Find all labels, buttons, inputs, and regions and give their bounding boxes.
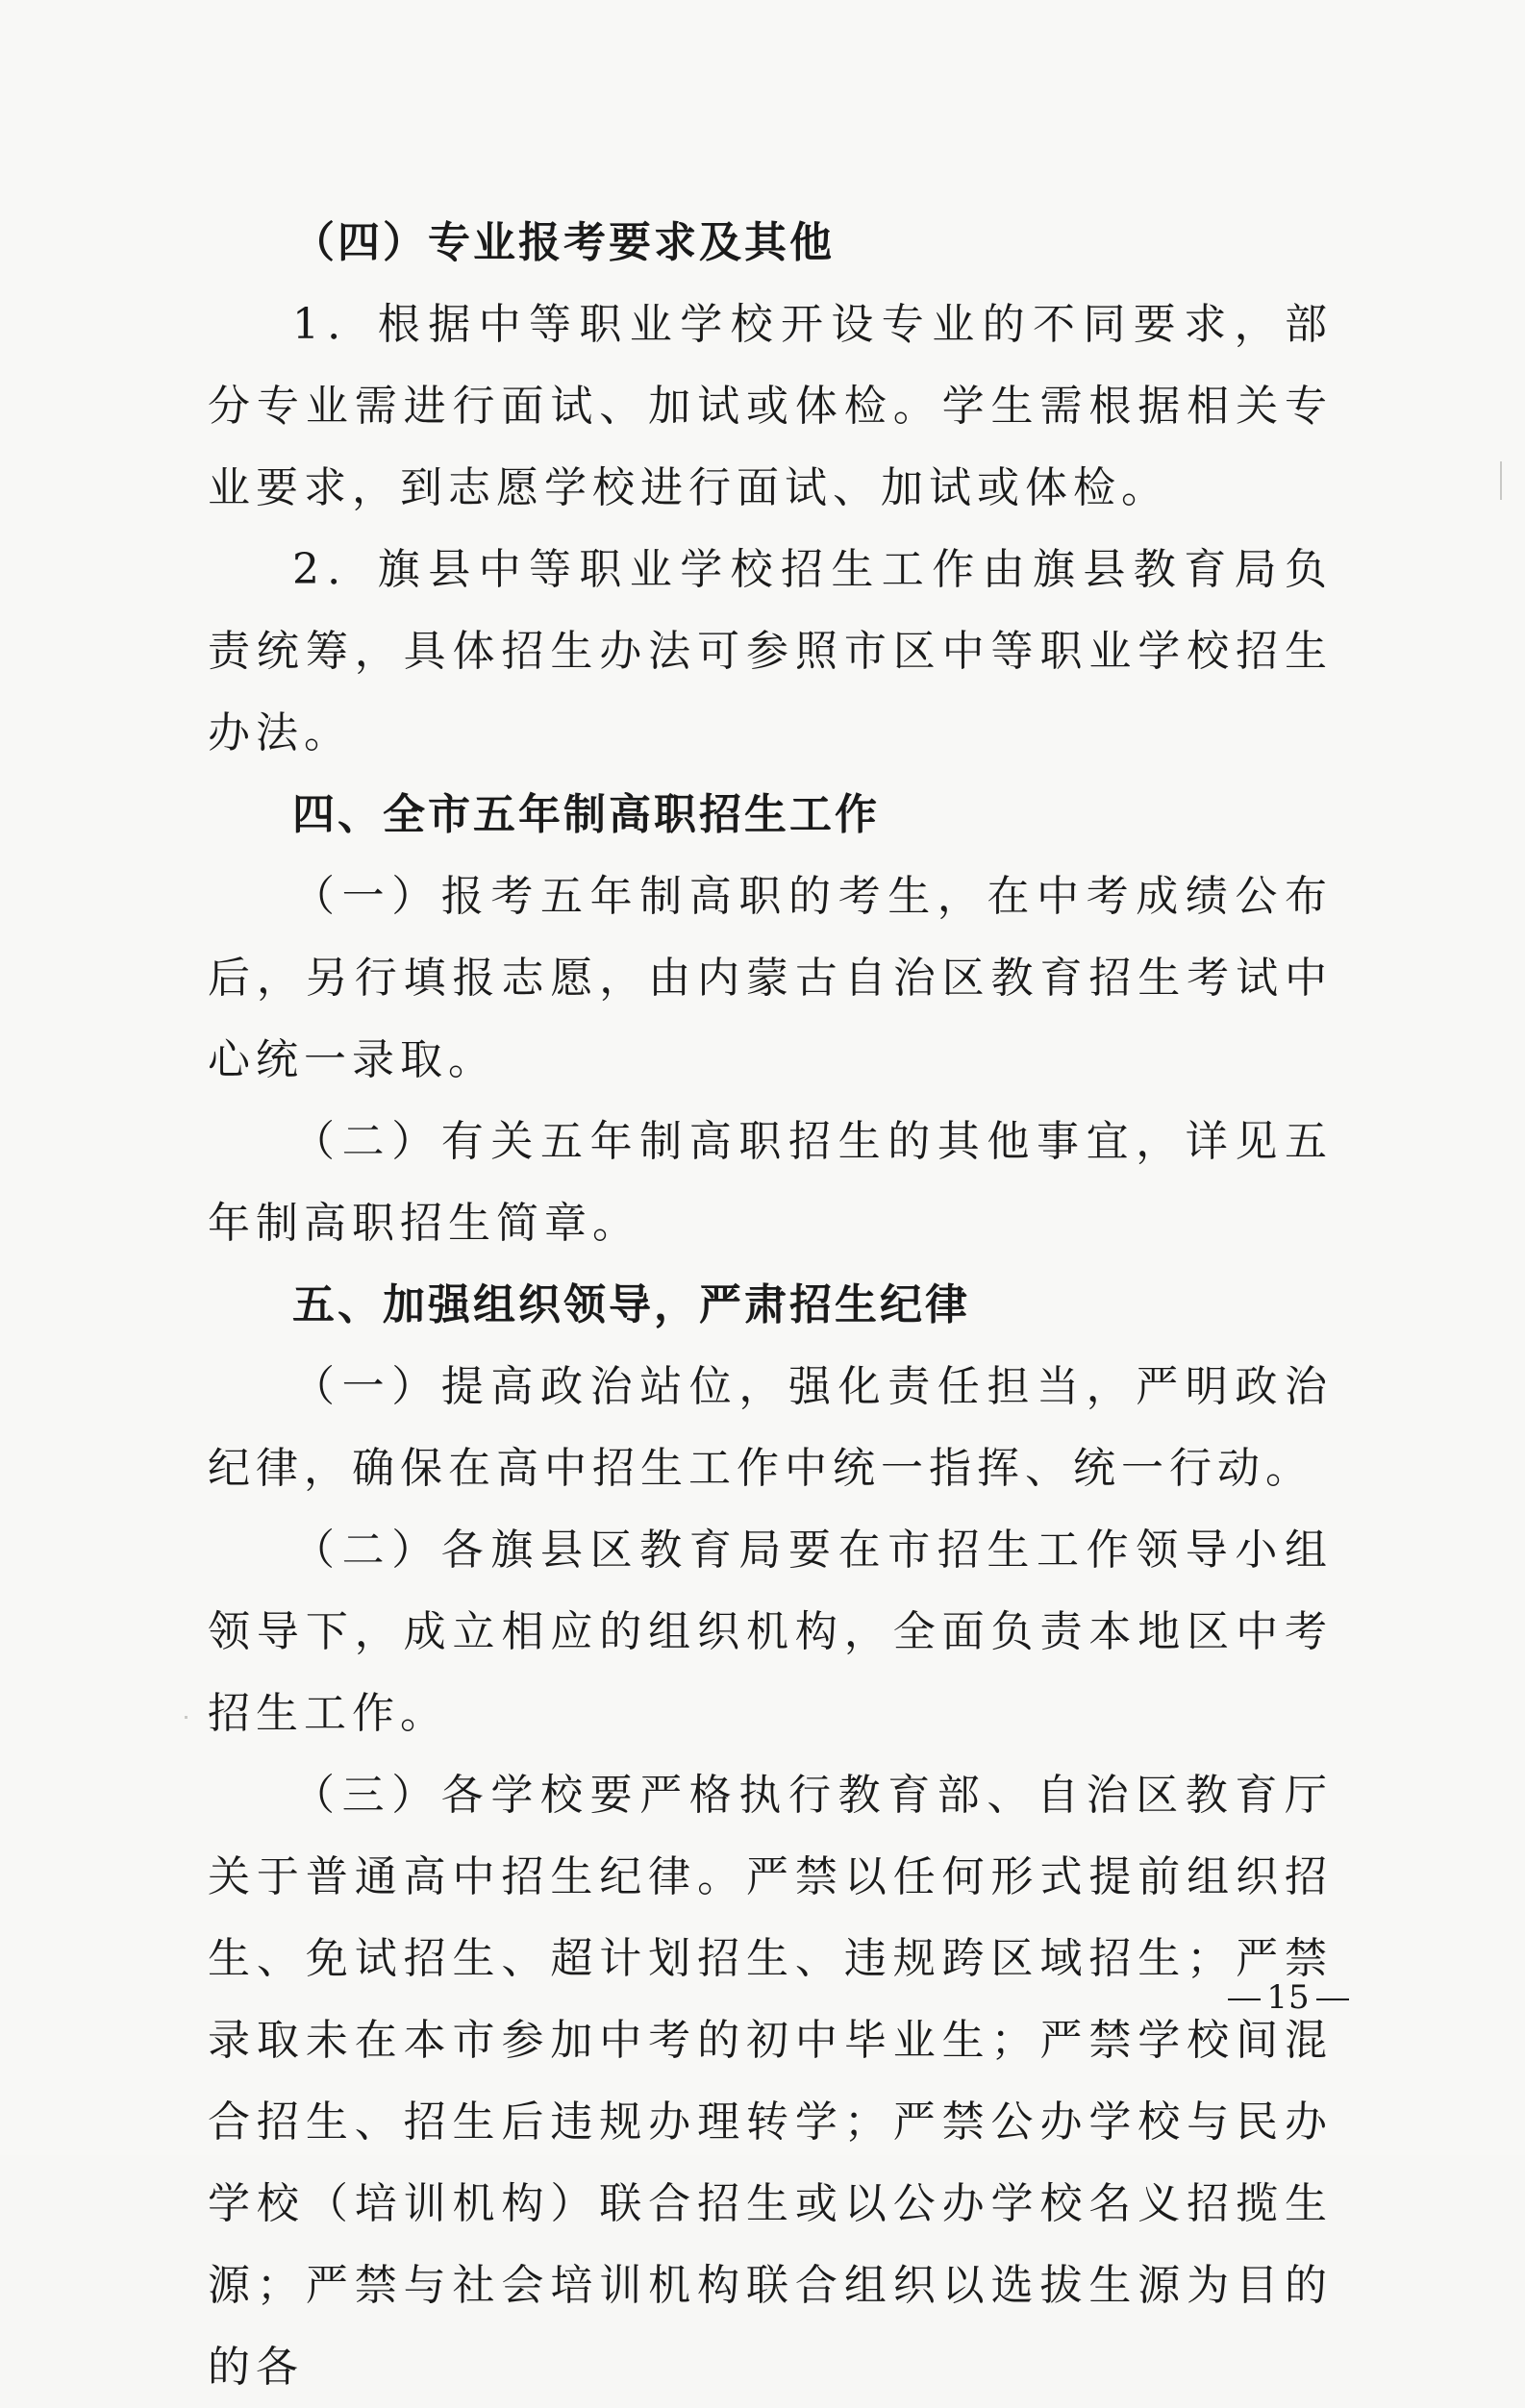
document-body (208, 202, 1333, 2408)
section-heading-five-year-program: 四、全市五年制高职招生工作 (292, 790, 880, 839)
paragraph-enrollment-discipline: （三）各学校要严格执行教育部、自治区教育厅关于普通高中招生纪律。严禁以任何形式提前组织招生、免试招生、超计划招生、违规跨区域招生；严禁录取未在本市参加中考的初中毕业生；严禁学校间混合招生、招生后违规办理转学；严禁公办学校与民办学校（培训机构）联合招生或以公办学校名义招揽生源；严禁与社会培训机构联合组织以选拔生源为目的的各 (208, 1771, 1333, 2392)
section-heading-professional-requirements: （四）专业报考要求及其他 (292, 218, 835, 267)
paragraph-county-enrollment: 2．旗县中等职业学校招生工作由旗县教育局负责统筹，具体招生办法可参照市区中等职业学校招生办法。 (208, 545, 1333, 757)
page-number: 15 (1266, 1978, 1311, 2017)
scan-mark-right (1500, 461, 1502, 500)
footer-dash-left (1228, 1998, 1261, 2000)
paragraph-interview-requirements: 1．根据中等职业学校开设专业的不同要求，部分专业需进行面试、加试或体检。学生需根据相关专业要求，到志愿学校进行面试、加试或体检。 (208, 300, 1333, 512)
section-heading-organization-discipline: 五、加强组织领导，严肃招生纪律 (292, 1280, 970, 1329)
scan-mark-left (185, 1716, 188, 1719)
paragraph-political-standing: （一）提高政治站位，强化责任担当，严明政治纪律，确保在高中招生工作中统一指挥、统一行动。 (208, 1362, 1333, 1493)
footer-dash-right (1316, 1998, 1349, 2000)
paragraph-five-year-application: （一）报考五年制高职的考生，在中考成绩公布后，另行填报志愿，由内蒙古自治区教育招生考试中心统一录取。 (208, 872, 1333, 1084)
paragraph-county-education-bureaus: （二）各旗县区教育局要在市招生工作领导小组领导下，成立相应的组织机构，全面负责本地区中考招生工作。 (208, 1526, 1333, 1738)
paragraph-five-year-other-matters: （二）有关五年制高职招生的其他事宜，详见五年制高职招生简章。 (208, 1117, 1333, 1248)
page-footer (1221, 1978, 1356, 2017)
